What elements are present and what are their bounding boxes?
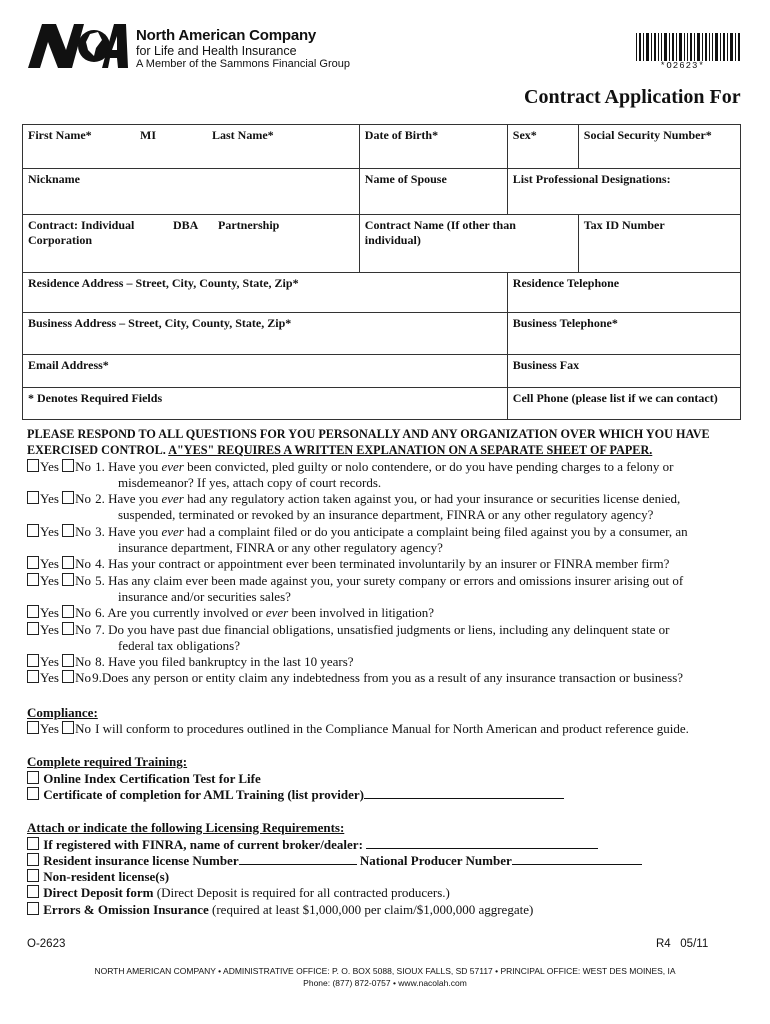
page-title: Contract Application For	[524, 86, 741, 108]
q4-yes-checkbox[interactable]	[27, 556, 39, 569]
training-1-checkbox[interactable]	[27, 771, 39, 784]
tax-id-label: Tax ID Number	[583, 218, 665, 232]
broker-dealer-line[interactable]	[366, 837, 598, 849]
residence-phone-cell[interactable]	[507, 273, 740, 313]
applicant-info-table	[22, 124, 741, 420]
business-fax-cell[interactable]	[507, 355, 740, 388]
question-9: Yes No 9.Does any person or entity claim any indebtedness from you as a result of any insurance transaction or business?	[27, 670, 747, 686]
q5-yes-checkbox[interactable]	[27, 573, 39, 586]
q6-yes-checkbox[interactable]	[27, 605, 39, 618]
dob-label: Date of Birth*	[364, 128, 439, 142]
sex-cell[interactable]	[507, 125, 578, 169]
ssn-label: Social Security Number*	[583, 128, 712, 142]
q8-no-checkbox[interactable]	[62, 654, 74, 667]
question-3-cont: insurance department, FINRA or any other regulatory agency?	[118, 540, 443, 556]
form-number: O-2623	[27, 938, 66, 950]
question-1: Yes No 1. Have you ever been convicted, pled guilty or nolo contendere, or do you have pending charges to a felony or	[27, 459, 747, 475]
nickname-label: Nickname	[28, 172, 80, 186]
q8-yes-checkbox[interactable]	[27, 654, 39, 667]
question-7: Yes No 7. Do you have past due financial obligations, unsatisfied judgments or liens, including any delinquent state or	[27, 622, 747, 638]
cell-phone-cell[interactable]	[507, 388, 740, 420]
question-6: Yes No 6. Are you currently involved or ever been involved in litigation?	[27, 605, 747, 621]
business-fax-label: Business Fax	[512, 358, 580, 372]
contract-name-label: Contract Name (If other than individual)	[364, 218, 516, 247]
q4-no-checkbox[interactable]	[62, 556, 74, 569]
questions-intro: PLEASE RESPOND TO ALL QUESTIONS FOR YOU PERSONALLY AND ANY ORGANIZATION OVER WHICH YOU HAVE EXERCISED CONTROL. A"YES" REQUIRES A WRITTEN EXPLANATION ON A SEPARATE SHEET OF PAPER.	[27, 427, 710, 458]
designations-cell[interactable]	[507, 169, 740, 215]
q5-no-checkbox[interactable]	[62, 573, 74, 586]
corporation-label: Corporation	[28, 233, 92, 247]
partnership-label: Partnership	[218, 218, 280, 232]
licensing-1-checkbox[interactable]	[27, 837, 39, 850]
training-item-2: Certificate of completion for AML Training (list provider)	[27, 787, 747, 803]
resident-license-line[interactable]	[239, 853, 357, 865]
member-line: A Member of the Sammons Financial Group	[136, 58, 350, 70]
company-subtitle: for Life and Health Insurance	[136, 44, 297, 58]
training-item-1: Online Index Certification Test for Life	[27, 771, 747, 787]
licensing-item-4: Direct Deposit form (Direct Deposit is required for all contracted producers.)	[27, 885, 747, 901]
nickname-cell[interactable]	[23, 169, 360, 215]
company-name: North American Company	[136, 27, 317, 44]
question-2: Yes No 2. Have you ever had any regulatory action taken against you, or had your insurance or securities license denied,	[27, 491, 747, 507]
compliance-text: I will conform to procedures outlined in the Compliance Manual for North American and product reference guide.	[95, 721, 689, 737]
q1-no-checkbox[interactable]	[62, 459, 74, 472]
spouse-label: Name of Spouse	[364, 172, 447, 186]
licensing-item-5: Errors & Omission Insurance (required at least $1,000,000 per claim/$1,000,000 aggregate)	[27, 902, 747, 918]
question-1-cont: misdemeanor? If yes, attach copy of court records.	[118, 474, 382, 490]
residence-address-cell[interactable]	[23, 273, 508, 313]
npn-line[interactable]	[512, 853, 642, 865]
licensing-3-checkbox[interactable]	[27, 869, 39, 882]
tax-id-cell[interactable]	[578, 215, 740, 273]
sex-label: Sex*	[512, 128, 537, 142]
question-2-cont: suspended, terminated or revoked by an insurance department, FINRA or any other regulatory agency?	[118, 507, 654, 523]
q9-no-checkbox[interactable]	[62, 670, 74, 683]
licensing-item-1: If registered with FINRA, name of current broker/dealer:	[27, 837, 747, 853]
cell-phone-label: Cell Phone (please list if we can contact)	[512, 391, 718, 405]
q2-yes-checkbox[interactable]	[27, 491, 39, 504]
question-4: Yes No 4. Has your contract or appointment ever been terminated involuntarily by an insurer or FINRA member firm?	[27, 556, 747, 572]
business-address-cell[interactable]	[23, 313, 508, 355]
licensing-2-checkbox[interactable]	[27, 853, 39, 866]
required-note: * Denotes Required Fields	[28, 391, 163, 405]
q7-yes-checkbox[interactable]	[27, 622, 39, 635]
q1-yes-checkbox[interactable]	[27, 459, 39, 472]
ssn-cell[interactable]	[578, 125, 740, 169]
q3-yes-checkbox[interactable]	[27, 524, 39, 537]
barcode-number: *O2623*	[660, 61, 705, 71]
company-logo	[28, 22, 128, 70]
dob-cell[interactable]	[359, 125, 507, 169]
mi-label: MI	[140, 128, 156, 142]
required-note-cell	[23, 388, 508, 420]
question-3: Yes No 3. Have you ever had a complaint filed or do you anticipate a complaint being filed against you by a consumer, an	[27, 524, 747, 540]
q9-yes-checkbox[interactable]	[27, 670, 39, 683]
question-7-cont: federal tax obligations?	[118, 637, 241, 653]
training-2-checkbox[interactable]	[27, 787, 39, 800]
revision: R4 05/11	[656, 938, 709, 950]
licensing-heading: Attach or indicate the following Licensing Requirements:	[27, 820, 345, 836]
footer-address: NORTH AMERICAN COMPANY • ADMINISTRATIVE OFFICE: P. O. BOX 5088, SIOUX FALLS, SD 57117 • PRINCIPAL OFFICE: WEST DES MOINES, IA	[94, 966, 676, 976]
training-heading: Complete required Training:	[27, 754, 188, 770]
business-address-label: Business Address – Street, City, County, State, Zip*	[28, 316, 292, 330]
email-label: Email Address*	[28, 358, 109, 372]
questions-section	[27, 426, 747, 918]
aml-provider-line[interactable]	[364, 787, 564, 799]
business-phone-label: Business Telephone*	[512, 316, 618, 330]
contract-type-cell[interactable]	[23, 215, 360, 273]
q3-no-checkbox[interactable]	[62, 524, 74, 537]
dba-label: DBA	[173, 218, 199, 232]
residence-address-label: Residence Address – Street, City, County, State, Zip*	[28, 276, 299, 290]
name-cell[interactable]	[23, 125, 360, 169]
licensing-5-checkbox[interactable]	[27, 902, 39, 915]
licensing-item-3: Non-resident license(s)	[27, 869, 747, 885]
contract-name-cell[interactable]	[359, 215, 578, 273]
question-8: Yes No 8. Have you filed bankruptcy in the last 10 years?	[27, 654, 747, 670]
first-name-label: First Name*	[28, 128, 92, 142]
compliance-row: Yes No I will conform to procedures outlined in the Compliance Manual for North American and product reference guide.	[27, 721, 747, 737]
compliance-yes-checkbox[interactable]	[27, 721, 39, 734]
q7-no-checkbox[interactable]	[62, 622, 74, 635]
question-5: Yes No 5. Has any claim ever been made against you, your surety company or errors and omissions insurer arising out of	[27, 573, 747, 589]
designations-label: List Professional Designations:	[512, 172, 671, 186]
compliance-heading: Compliance:	[27, 704, 98, 720]
residence-phone-label: Residence Telephone	[512, 276, 620, 290]
spouse-cell[interactable]	[359, 169, 507, 215]
licensing-item-2: Resident insurance license Number National Producer Number	[27, 853, 747, 869]
last-name-label: Last Name*	[212, 128, 274, 142]
barcode	[636, 33, 740, 61]
svg-text:®: ®	[120, 25, 126, 32]
q2-no-checkbox[interactable]	[62, 491, 74, 504]
contract-individual-label: Contract: Individual	[28, 218, 135, 232]
compliance-no-checkbox[interactable]	[62, 721, 74, 734]
licensing-4-checkbox[interactable]	[27, 885, 39, 898]
business-phone-cell[interactable]	[507, 313, 740, 355]
q6-no-checkbox[interactable]	[62, 605, 74, 618]
email-cell[interactable]	[23, 355, 508, 388]
question-5-cont: insurance and/or securities sales?	[118, 588, 291, 604]
footer-contact: Phone: (877) 872-0757 • www.nacolah.com	[303, 978, 467, 988]
